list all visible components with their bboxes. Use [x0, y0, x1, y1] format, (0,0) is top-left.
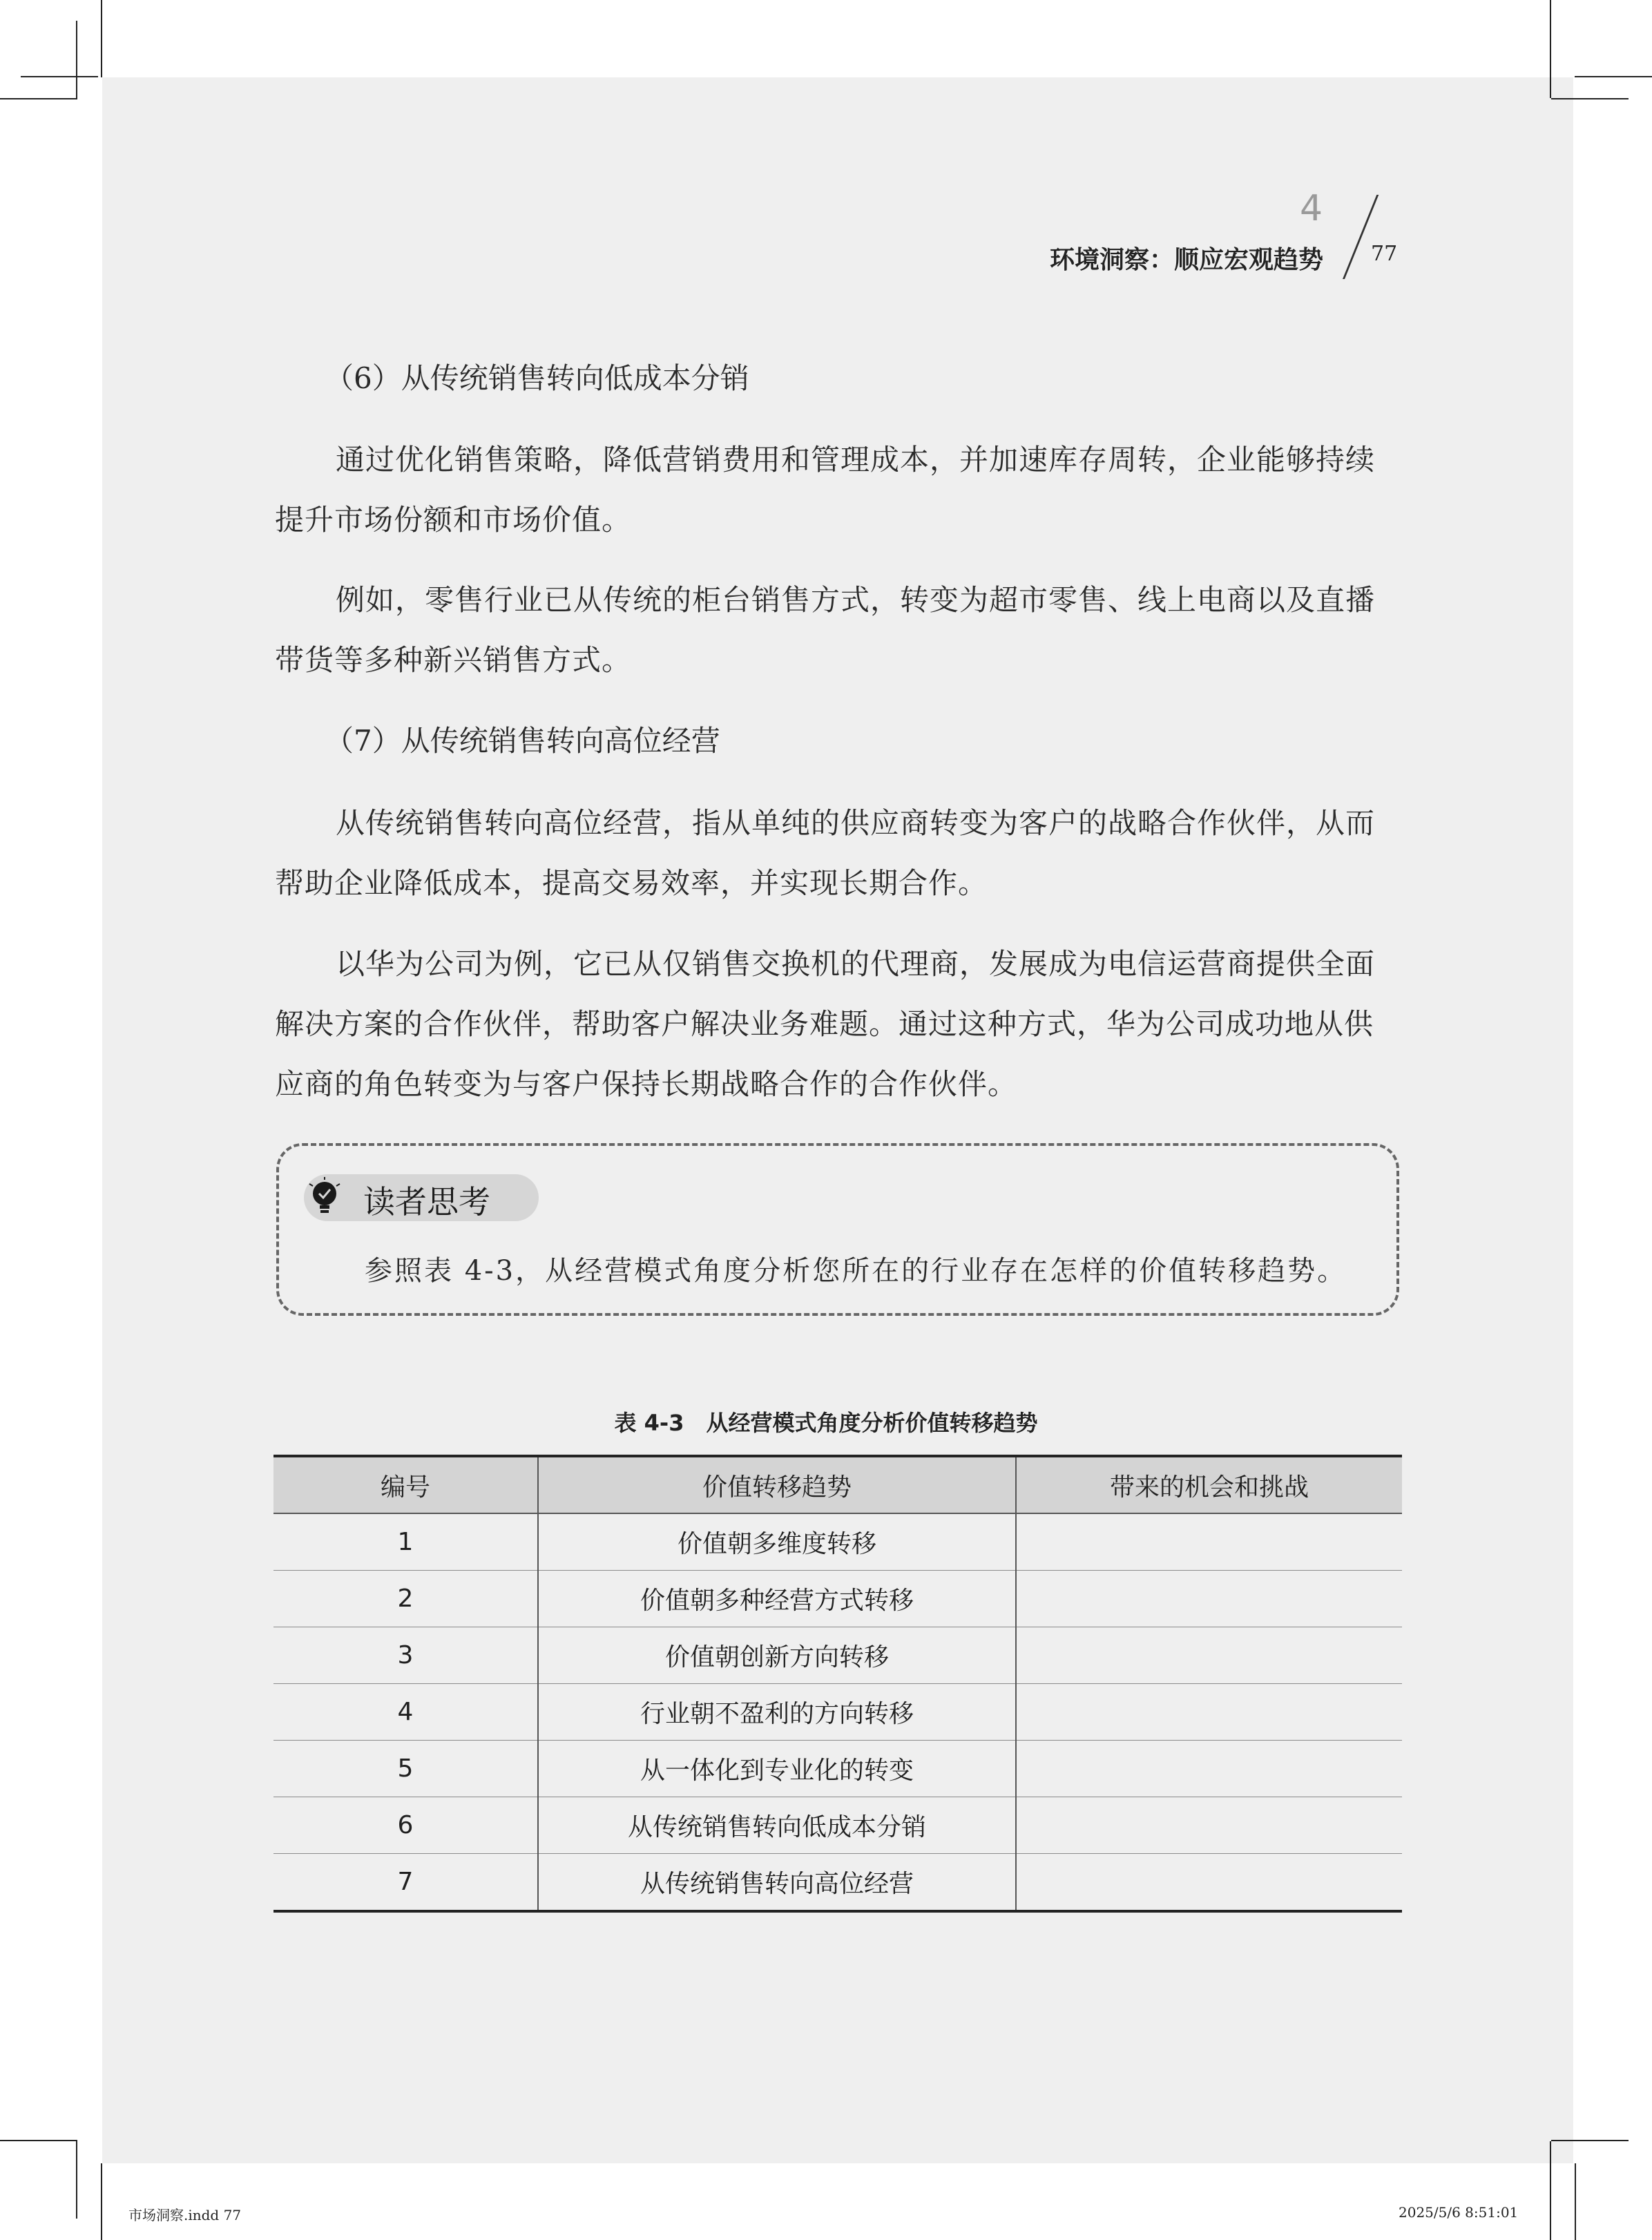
crop-mark	[101, 0, 102, 77]
row-trend: 从传统销售转向低成本分销	[538, 1797, 1016, 1854]
section-heading-7: （7）从传统销售转向高位经营	[325, 724, 720, 758]
page-number: 77	[1371, 242, 1398, 266]
row-number: 5	[273, 1741, 538, 1797]
column-header: 带来的机会和挑战	[1016, 1456, 1402, 1513]
table-row	[273, 1854, 1402, 1912]
row-number: 7	[273, 1854, 538, 1912]
table-row	[273, 1627, 1402, 1684]
row-trend: 行业朝不盈利的方向转移	[538, 1684, 1016, 1741]
table-caption: 表 4-3 从经营模式角度分析价值转移趋势	[614, 1410, 1038, 1436]
table-row	[273, 1741, 1402, 1797]
crop-mark	[0, 2140, 77, 2141]
chapter-title: 环境洞察：顺应宏观趋势	[1050, 246, 1324, 274]
table-row	[273, 1571, 1402, 1627]
lightbulb-icon	[307, 1177, 343, 1218]
paragraph: 例如，零售行业已从传统的柜台销售方式，转变为超市零售、线上电商以及直播带货等多种新兴销售方式。	[275, 583, 1376, 677]
row-opportunity	[1016, 1571, 1402, 1627]
crop-mark	[1551, 2140, 1629, 2141]
chapter-number: 4	[1300, 188, 1323, 229]
footer-file-slug: 市场洞察.indd 77	[128, 2207, 242, 2223]
table-row	[273, 1797, 1402, 1854]
table-row	[273, 1513, 1402, 1571]
crop-mark	[1575, 76, 1652, 77]
paragraph: 以华为公司为例，它已从仅销售交换机的代理商，发展成为电信运营商提供全面解决方案的合作伙伴，帮助客户解决业务难题。通过这种方式，华为公司成功地从供应商的角色转变为与客户保持长期战略合作的合作伙伴。	[275, 947, 1376, 1101]
reader-thinking-text: 参照表 4-3，从经营模式角度分析您所在的行业存在怎样的价值转移趋势。	[365, 1255, 1347, 1287]
row-number: 4	[273, 1684, 538, 1741]
crop-mark	[0, 98, 77, 99]
row-opportunity	[1016, 1797, 1402, 1854]
row-opportunity	[1016, 1741, 1402, 1797]
crop-mark	[101, 2163, 102, 2240]
crop-mark	[76, 2141, 77, 2219]
reader-thinking-title: 读者思考	[363, 1183, 490, 1220]
row-opportunity	[1016, 1684, 1402, 1741]
row-number: 1	[273, 1513, 538, 1571]
crop-mark	[76, 21, 77, 98]
crop-mark	[1550, 2141, 1551, 2240]
row-number: 6	[273, 1797, 538, 1854]
row-number: 3	[273, 1627, 538, 1684]
table-header-row	[273, 1456, 1402, 1513]
crop-mark	[21, 76, 98, 77]
paragraph: 通过优化销售策略，降低营销费用和管理成本，并加速库存周转，企业能够持续提升市场份额和市场价值。	[275, 443, 1376, 537]
row-opportunity	[1016, 1854, 1402, 1912]
column-header: 价值转移趋势	[538, 1456, 1016, 1513]
section-heading-6: （6）从传统销售转向低成本分销	[325, 361, 749, 395]
value-transfer-table	[273, 1455, 1402, 1913]
column-header: 编号	[273, 1456, 538, 1513]
row-trend: 从一体化到专业化的转变	[538, 1741, 1016, 1797]
row-trend: 价值朝多种经营方式转移	[538, 1571, 1016, 1627]
row-number: 2	[273, 1571, 538, 1627]
footer-timestamp: 2025/5/6 8:51:01	[1399, 2204, 1519, 2221]
crop-mark	[1551, 98, 1629, 99]
crop-mark	[1550, 0, 1551, 98]
row-opportunity	[1016, 1513, 1402, 1571]
row-trend: 从传统销售转向高位经营	[538, 1854, 1016, 1912]
row-trend: 价值朝多维度转移	[538, 1513, 1016, 1571]
row-trend: 价值朝创新方向转移	[538, 1627, 1016, 1684]
row-opportunity	[1016, 1627, 1402, 1684]
reader-thinking-box	[276, 1143, 1399, 1316]
table-row	[273, 1684, 1402, 1741]
paragraph: 从传统销售转向高位经营，指从单纯的供应商转变为客户的战略合作伙伴，从而帮助企业降低成本，提高交易效率，并实现长期合作。	[275, 806, 1376, 900]
crop-mark	[1575, 2163, 1576, 2240]
